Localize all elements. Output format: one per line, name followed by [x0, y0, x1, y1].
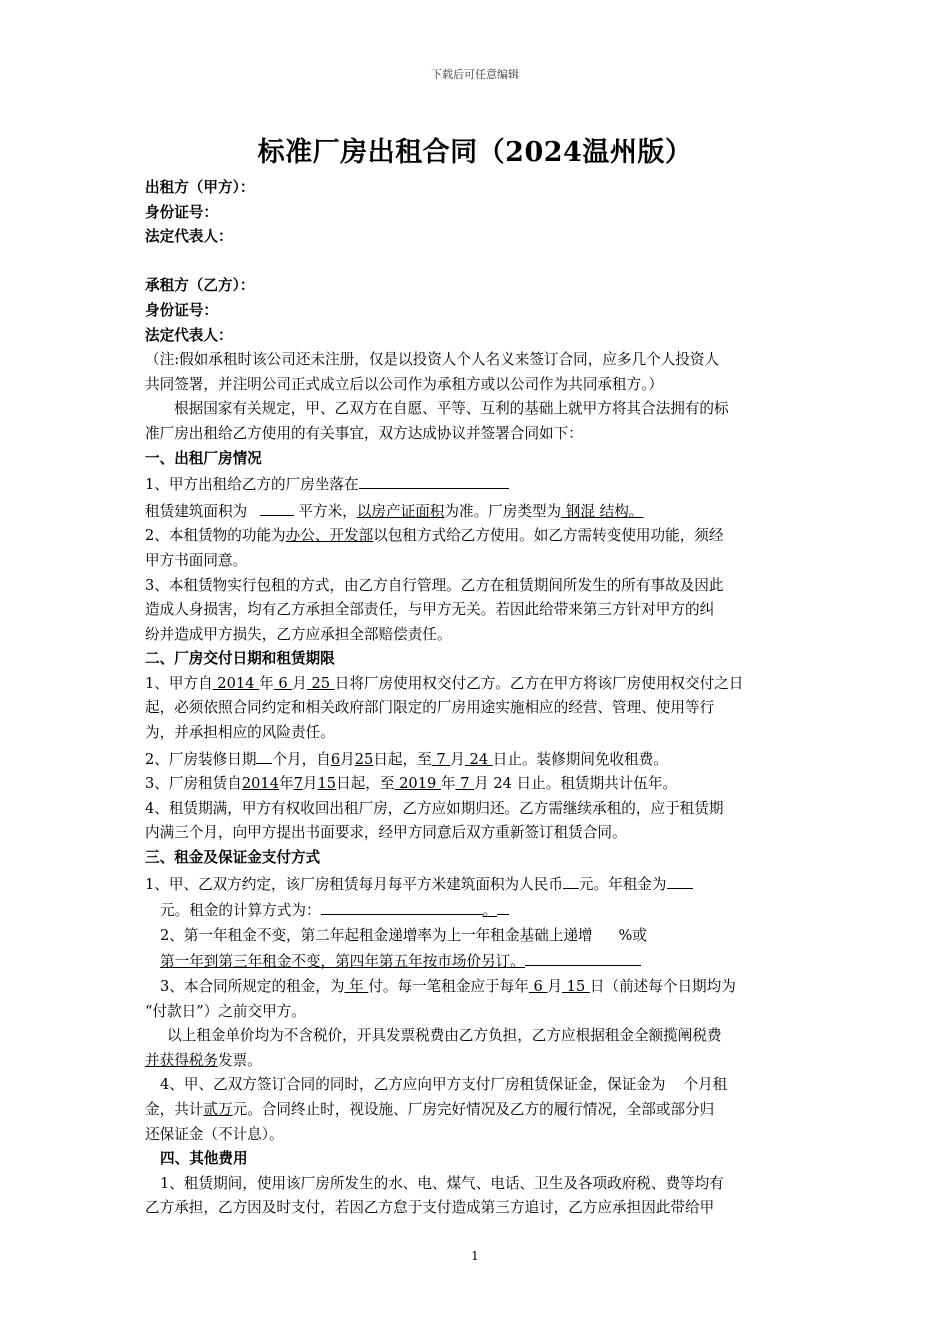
s2-clause-1-l3: 为，并承担相应的风险责任。: [145, 724, 335, 742]
header-note: 下载后可任意编辑: [431, 68, 519, 81]
s3-clause-2-l2: [145, 948, 810, 975]
s3-clause-2: [145, 924, 810, 949]
payment-month: 6: [528, 978, 548, 995]
s3-tax-l1: 以上租金单价均为不含税价，开具发票税费由乙方负担，乙方应根据租金全额揽阐税费: [167, 1027, 722, 1045]
s1-p1-text: 1、甲方出租给乙方的厂房坐落在: [145, 476, 359, 494]
s1-clause-2: [145, 524, 810, 549]
s1-clause-1: [145, 471, 810, 498]
text: 1、甲方自: [145, 674, 213, 692]
location-blank: [359, 471, 509, 489]
s3-clause-1: [145, 871, 810, 898]
text: 2、本租赁物的功能为: [145, 527, 286, 545]
reno-end-day: 24: [464, 750, 493, 768]
text: 租赁建筑面积为: [145, 502, 252, 520]
reno-start-month: 6: [330, 750, 341, 768]
delivery-day: 25: [306, 674, 335, 692]
party-a-id-label: 身份证号：: [145, 203, 218, 221]
adjustment-blank: [525, 948, 641, 966]
text: 以包租方式给乙方使用。如乙方需转变使用功能，须经: [373, 527, 724, 545]
contract-body: [145, 176, 810, 1221]
party-b-rep-label: 法定代表人：: [145, 326, 233, 344]
section-2-heading: 二、厂房交付日期和租赁期限: [145, 650, 335, 668]
area-blank: [260, 498, 294, 516]
annual-rent-blank: [667, 871, 693, 889]
section-1-heading: 一、出租厂房情况: [145, 449, 262, 467]
text: 月: [292, 674, 307, 692]
lease-end-year: 2019: [394, 775, 441, 793]
s3-clause-4: [145, 1073, 810, 1098]
s4-clause-1-l1: 1、租赁期间，使用该厂房所发生的水、电、煤气、电话、卫生及各项政府税、费等均有: [160, 1174, 724, 1192]
lease-start-day: 15: [317, 775, 337, 793]
calc-method-blank-end: [497, 897, 509, 915]
s3-clause-4-l3: 还保证金（不计息）。: [145, 1125, 284, 1143]
text: 3、本合同所规定的租金，为: [160, 978, 345, 995]
s4-clause-1-l2: 乙方承担，乙方因及时支付，若因乙方怠于支付造成第三方追讨，乙方应承担因此带给甲: [145, 1199, 715, 1217]
text: 元。合同终止时，视设施、厂房完好情况及乙方的履行情况，全部或部分归: [232, 1100, 715, 1118]
section-4-heading: 四、其他费用: [160, 1150, 248, 1168]
text: 付。每一笔租金应于每年: [368, 978, 529, 995]
text: 3、厂房租赁自: [145, 775, 242, 793]
reno-start-day: 25: [354, 750, 374, 768]
note-line-1: （注:假如承租时该公司还未注册，仅是以投资人个人名义来签订合同，应多几个人投资人: [145, 351, 720, 369]
text: %或: [618, 926, 647, 944]
s1-clause-1-area: [145, 498, 810, 525]
s2-clause-4-l2: 内满三个月，向甲方提出书面要求，经甲方同意后双方重新签订租赁合同。: [145, 824, 627, 842]
text: 年: [279, 775, 294, 793]
text: 月: [340, 750, 355, 768]
delivery-year: 2014: [212, 674, 260, 692]
text: 日止。装修期间免收租费。: [492, 750, 668, 768]
s2-clause-4-l1: 4、租赁期满，甲方有权收回出租厂房，乙方应如期归还。乙方需继续承租的，应于租赁期: [145, 799, 724, 817]
text: 日将厂房使用权交付乙方。乙方在甲方将该厂房使用权交付之日: [334, 674, 744, 692]
unit-price-blank: [563, 871, 579, 889]
note-line-2: 共同签署，并注明公司正式成立后以公司作为承租方或以公司作为共同承租方。）: [145, 375, 664, 393]
party-b-id-label: 身份证号：: [145, 301, 218, 319]
s3-clause-1-l2: [145, 897, 810, 924]
spacer: [145, 250, 810, 275]
text: 金，共计: [145, 1100, 204, 1118]
s3-clause-4-l2: [145, 1098, 810, 1123]
s3-tax-l2: [145, 1049, 810, 1074]
text: 2、厂房装修日期: [145, 750, 257, 768]
text: 。: [482, 902, 498, 920]
document-title: 标准厂房出租合同（2024温州版）: [257, 137, 693, 168]
text: 个月，自: [272, 750, 331, 768]
delivery-month: 6: [273, 674, 293, 692]
tax-obligation: 并获得税务: [145, 1051, 218, 1069]
s3-clause-3-l2: “付款日”）之前交甲方。: [145, 1002, 306, 1020]
s2-clause-1: [145, 672, 810, 697]
party-a-rep-label: 法定代表人：: [145, 228, 233, 246]
s2-clause-2: [145, 746, 810, 773]
text: 月 24 日止。租赁期共计伍年。: [474, 775, 678, 793]
building-type: 钢混 结构。: [561, 502, 644, 520]
rent-adjustment-terms: 第一年到第三年租金不变，第四年第五年按市场价另订。: [160, 953, 525, 971]
area-basis: 以房产证面积: [356, 502, 445, 520]
lease-start-month: 7: [293, 775, 303, 793]
page-number: 1: [471, 1249, 479, 1263]
intro-line-2: 准厂房出租给乙方使用的有关事宜，双方达成协议并签署合同如下：: [145, 424, 583, 442]
text: 元。租金的计算方式为：: [160, 902, 321, 920]
s2-clause-1-l2: 起，必须依照合同约定和相关政府部门限定的厂房用途实施相应的经营、管理、使用等行: [145, 699, 715, 717]
section-3-heading: 三、租金及保证金支付方式: [145, 849, 321, 867]
text: 1、甲、乙双方约定，该厂房租赁每月每平方米建筑面积为人民币: [145, 875, 563, 893]
deposit-amount: 贰万: [203, 1100, 233, 1118]
lease-end-month: 7: [455, 775, 475, 793]
text: 年: [440, 775, 456, 793]
text: 年: [259, 674, 274, 692]
text: 日（前述每个日期均为: [589, 978, 736, 995]
text: 个月租: [683, 1076, 728, 1094]
s3-clause-3: [145, 975, 810, 1000]
text: 月: [302, 775, 318, 793]
text: 日起，至: [336, 775, 395, 793]
s1-clause-3-l3: 纷并造成甲方损失，乙方应承担全部赔偿责任。: [145, 625, 452, 643]
text: 4、甲、乙双方签订合同的同时，乙方应向甲方支付厂房租赁保证金，保证金为: [160, 1076, 666, 1094]
s2-clause-3: [145, 772, 810, 797]
text: 平方米，: [293, 502, 357, 520]
usage-function: 办公、开发部: [285, 527, 374, 545]
lease-start-year: 2014: [241, 775, 279, 793]
party-b-label: 承租方（乙方）：: [145, 277, 255, 295]
calc-method-blank: [321, 897, 483, 915]
s1-clause-3-l2: 造成人身损害，均有乙方承担全部责任，与甲方无关。若因此给带来第三方针对甲方的纠: [145, 601, 715, 619]
payment-frequency: 年: [344, 978, 369, 995]
text: 日起，至: [373, 750, 432, 768]
party-a-label: 出租方（甲方）：: [145, 179, 255, 196]
reno-end-month: 7: [431, 750, 451, 768]
text: 月: [547, 978, 563, 995]
text: 元。年租金为: [578, 875, 667, 893]
months-blank: [256, 746, 272, 764]
text: 发票。: [217, 1051, 262, 1069]
s1-clause-3-l1: 3、本租赁物实行包租的方式，由乙方自行管理。乙方在租赁期间所发生的所有事故及因此: [145, 576, 724, 594]
text: 月: [450, 750, 465, 768]
text: 为准。厂房类型为: [444, 502, 562, 520]
s1-clause-2-cont: 甲方书面同意。: [145, 551, 248, 569]
intro-line-1: 根据国家有关规定，甲、乙双方在自愿、平等、互利的基础上就甲方将其合法拥有的标: [174, 400, 729, 418]
payment-day: 15: [562, 978, 590, 995]
text: 2、第一年租金不变，第二年起租金递增率为上一年租金基础上递增: [160, 926, 593, 944]
